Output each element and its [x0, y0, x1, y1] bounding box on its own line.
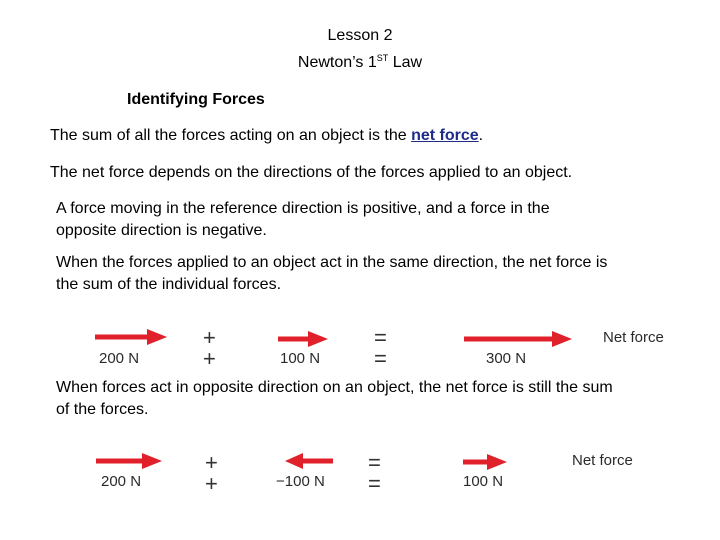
paragraph-net-force: [50, 125, 483, 147]
law-title: [0, 47, 720, 74]
force-label-100n-net: 100 N: [463, 473, 504, 490]
p1-text: The sum of all the forces acting on an object is the: [50, 127, 412, 144]
arrow-left-100: [285, 452, 333, 470]
net-force-label: Net force: [603, 329, 664, 346]
force-label-200n-b: 200 N: [101, 473, 142, 490]
p1-period: .: [478, 127, 484, 144]
paragraph-directions: The net force depends on the directions of the forces applied to an object.: [50, 164, 573, 181]
force-label-100n: 100 N: [280, 350, 321, 367]
law-title-prefix: Newton’s 1: [297, 54, 377, 71]
arrow-right-200: [95, 328, 167, 346]
section-heading: Identifying Forces: [127, 91, 265, 108]
arrow-right-100-net: [463, 453, 507, 471]
arrow-right-300: [464, 330, 572, 348]
plus-sign-top: +: [203, 325, 216, 350]
paragraph-reference-line2: opposite direction is negative.: [56, 222, 267, 239]
force-label-300n: 300 N: [486, 350, 527, 367]
plus-sign-bottom: +: [203, 346, 216, 371]
paragraph-opposite-line1: When forces act in opposite direction on an object, the net force is still the sum: [56, 379, 613, 396]
paragraph-same-direction-line1: When the forces applied to an object act in the same direction, the net force is: [56, 254, 608, 271]
law-title-superscript: ST: [376, 53, 389, 63]
arrow-right-100: [278, 330, 328, 348]
plus-sign-top-b: +: [205, 450, 218, 475]
plus-sign-bottom-b: +: [205, 471, 218, 496]
arrow-right-200-b: [96, 452, 162, 470]
net-force-label-b: Net force: [572, 452, 633, 469]
equals-sign-top-b: =: [368, 450, 381, 475]
paragraph-opposite-line2: of the forces.: [56, 401, 149, 418]
law-title-suffix: Law: [388, 54, 423, 71]
force-label-minus-100n: −100 N: [276, 473, 325, 490]
paragraph-same-direction-line2: the sum of the individual forces.: [56, 276, 282, 293]
lesson-title: Lesson 2: [327, 27, 393, 44]
equals-sign-bottom: =: [374, 346, 387, 371]
net-force-link[interactable]: net force: [411, 127, 479, 144]
equals-sign-top: =: [374, 325, 387, 350]
force-label-200n: 200 N: [99, 350, 140, 367]
paragraph-reference-line1: A force moving in the reference direction is positive, and a force in the: [56, 200, 550, 217]
equals-sign-bottom-b: =: [368, 471, 381, 496]
